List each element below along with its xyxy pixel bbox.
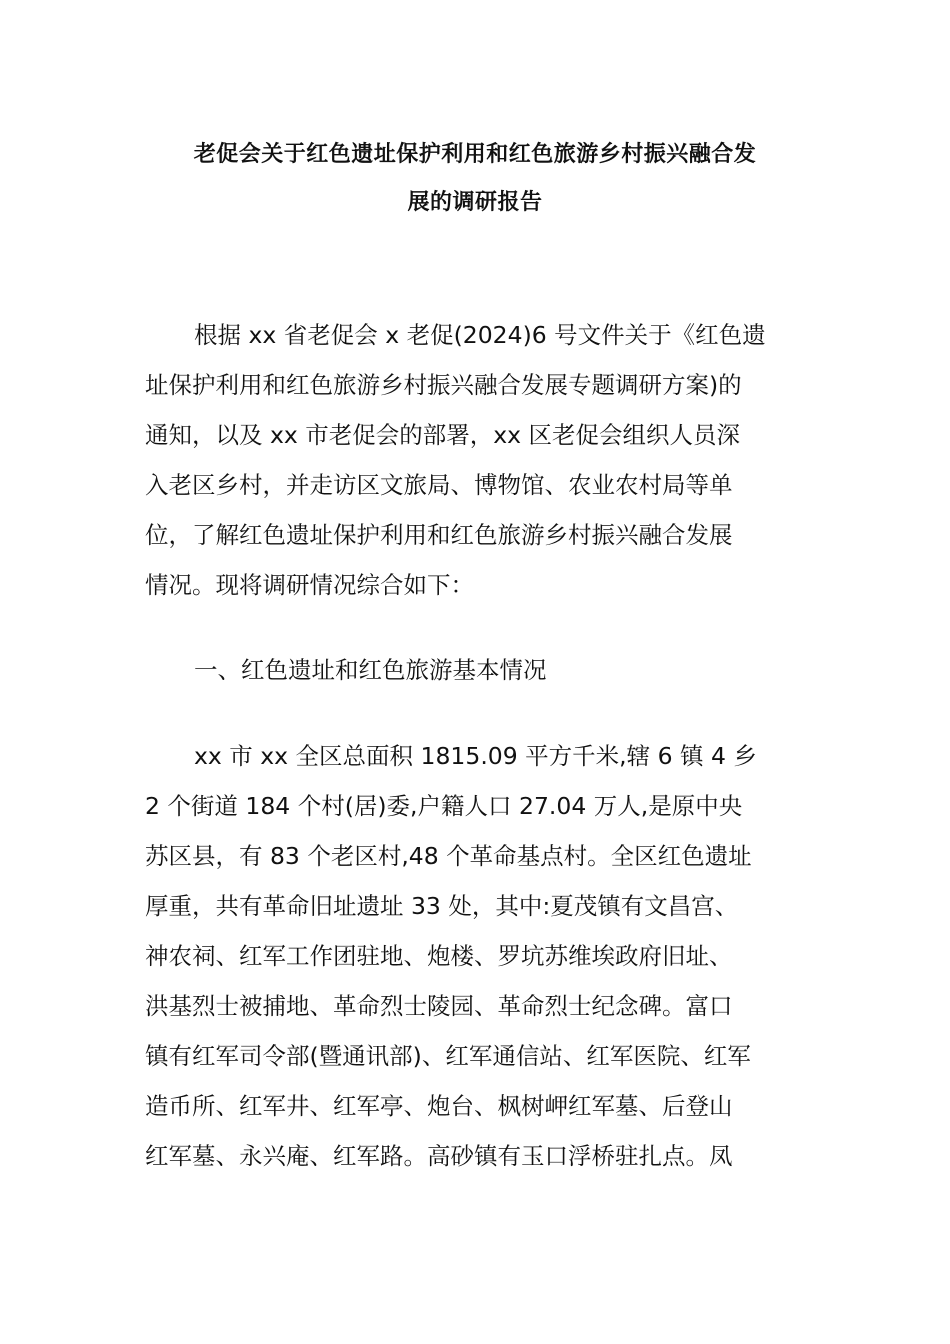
document-title-line-1: 老促会关于红色遗址保护利用和红色旅游乡村振兴融合发	[193, 142, 757, 167]
section-heading-1-text: 一、红色遗址和红色旅游基本情况	[194, 656, 547, 684]
paragraph-2-text-6: 洪基烈士被捕地、革命烈士陵园、革命烈士纪念碑。富口	[145, 992, 733, 1020]
paragraph-1-text-4: 入老区乡村，并走访区文旅局、博物馆、农业农村局等单	[145, 471, 733, 499]
paragraph-1-text-6: 情况。现将调研情况综合如下：	[145, 571, 474, 599]
paragraph-2-text-4: 厚重，共有革命旧址遗址 33 处，其中:夏茂镇有文昌宫、	[145, 892, 739, 920]
paragraph-1-text-1: 根据 xx 省老促会 x 老促(2024)6 号文件关于《红色遗	[194, 321, 766, 349]
paragraph-2-text-7: 镇有红军司令部(暨通讯部)、红军通信站、红军医院、红军	[145, 1042, 751, 1070]
paragraph-2-text-1: xx 市 xx 全区总面积 1815.09 平方千米,辖 6 镇 4 乡	[194, 742, 757, 770]
paragraph-2-text-3: 苏区县，有 83 个老区村,48 个革命基点村。全区红色遗址	[145, 842, 752, 870]
paragraph-2-text-8: 造币所、红军井、红军亭、炮台、枫树岬红军墓、后登山	[145, 1092, 733, 1120]
paragraph-1-text-2: 址保护利用和红色旅游乡村振兴融合发展专题调研方案)的	[145, 371, 742, 399]
paragraph-1-text-3: 通知，以及 xx 市老促会的部署，xx 区老促会组织人员深	[145, 421, 741, 449]
paragraph-1-text-5: 位，了解红色遗址保护利用和红色旅游乡村振兴融合发展	[145, 521, 733, 549]
paragraph-2-text-2: 2 个街道 184 个村(居)委,户籍人口 27.04 万人,是原中央	[145, 792, 743, 820]
document-title-line-2: 展的调研报告	[407, 190, 543, 215]
paragraph-2-text-5: 神农祠、红军工作团驻地、炮楼、罗坑苏维埃政府旧址、	[145, 942, 733, 970]
paragraph-2-text-9: 红军墓、永兴庵、红军路。高砂镇有玉口浮桥驻扎点。凤	[145, 1142, 733, 1170]
